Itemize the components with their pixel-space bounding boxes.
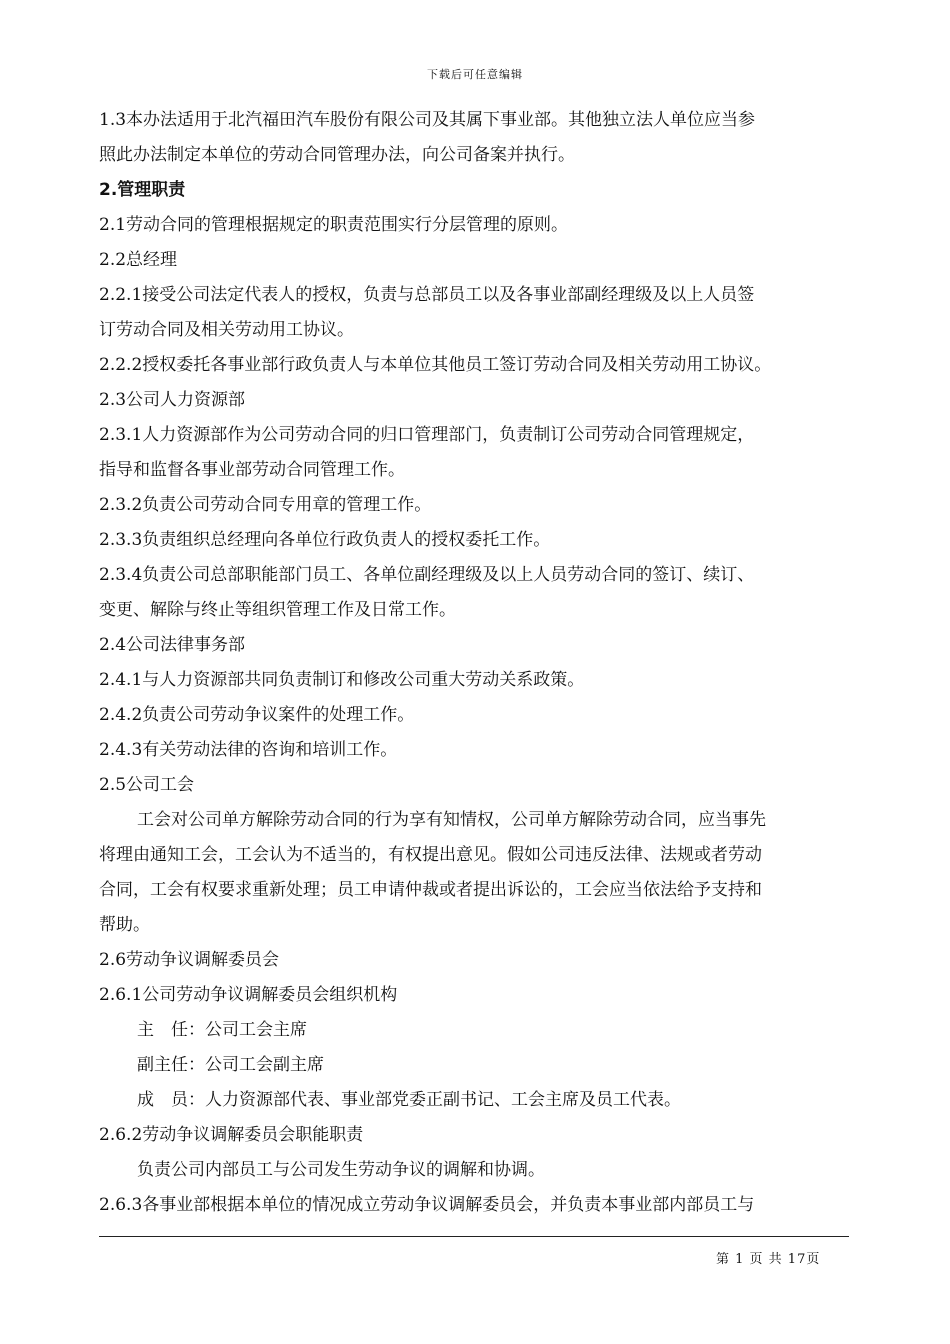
text-line: 2.6劳动争议调解委员会 [99, 950, 280, 970]
text-line: 工会对公司单方解除劳动合同的行为享有知情权，公司单方解除劳动合同，应当事先 [137, 810, 766, 830]
text-line: 合同，工会有权要求重新处理；员工申请仲裁或者提出诉讼的，工会应当依法给予支持和 [99, 880, 762, 900]
text-line: 主 任：公司工会主席 [137, 1020, 307, 1040]
text-line: 2.4公司法律事务部 [99, 635, 246, 655]
text-line: 指导和监督各事业部劳动合同管理工作。 [99, 460, 405, 480]
text-line: 变更、解除与终止等组织管理工作及日常工作。 [99, 600, 456, 620]
text-line: 2.6.1公司劳动争议调解委员会组织机构 [99, 985, 398, 1005]
text-line: 2.4.2负责公司劳动争议案件的处理工作。 [99, 705, 415, 725]
text-line: 2.3.3负责组织总经理向各单位行政负责人的授权委托工作。 [99, 530, 551, 550]
text-line: 订劳动合同及相关劳动用工协议。 [99, 320, 354, 340]
text-line: 将理由通知工会，工会认为不适当的，有权提出意见。假如公司违反法律、法规或者劳动 [99, 845, 762, 865]
text-line: 2.2总经理 [99, 250, 178, 270]
text-line: 2.6.3各事业部根据本单位的情况成立劳动争议调解委员会，并负责本事业部内部员工与 [99, 1195, 755, 1215]
text-line: 2.3公司人力资源部 [99, 390, 246, 410]
text-line: 2.2.2授权委托各事业部行政负责人与本单位其他员工签订劳动合同及相关劳动用工协议。 [99, 355, 772, 375]
text-line: 1.3本办法适用于北汽福田汽车股份有限公司及其属下事业部。其他独立法人单位应当参 [99, 110, 756, 130]
page-header: 下载后可任意编辑 [427, 68, 523, 81]
text-line: 负责公司内部员工与公司发生劳动争议的调解和协调。 [137, 1160, 545, 1180]
text-line: 2.3.1人力资源部作为公司劳动合同的归口管理部门，负责制订公司劳动合同管理规定， [99, 425, 755, 445]
text-line: 2.5公司工会 [99, 775, 195, 795]
document-body [99, 103, 859, 1223]
section-heading: 2.管理职责 [99, 180, 186, 200]
text-line: 2.3.2负责公司劳动合同专用章的管理工作。 [99, 495, 432, 515]
text-line: 2.1劳动合同的管理根据规定的职责范围实行分层管理的原则。 [99, 215, 569, 235]
text-line: 帮助。 [99, 915, 150, 935]
text-line: 2.4.3有关劳动法律的咨询和培训工作。 [99, 740, 398, 760]
text-line: 2.3.4负责公司总部职能部门员工、各单位副经理级及以上人员劳动合同的签订、续订、 [99, 565, 755, 585]
footer-divider [99, 1236, 849, 1237]
text-line: 2.2.1接受公司法定代表人的授权，负责与总部员工以及各事业部副经理级及以上人员签 [99, 285, 755, 305]
page-number: 第 1 页 共 17页 [716, 1252, 821, 1267]
text-line: 2.6.2劳动争议调解委员会职能职责 [99, 1125, 364, 1145]
text-line: 2.4.1与人力资源部共同负责制订和修改公司重大劳动关系政策。 [99, 670, 585, 690]
text-line: 成 员：人力资源部代表、事业部党委正副书记、工会主席及员工代表。 [137, 1090, 681, 1110]
text-line: 照此办法制定本单位的劳动合同管理办法，向公司备案并执行。 [99, 145, 575, 165]
text-line: 副主任：公司工会副主席 [137, 1055, 324, 1075]
